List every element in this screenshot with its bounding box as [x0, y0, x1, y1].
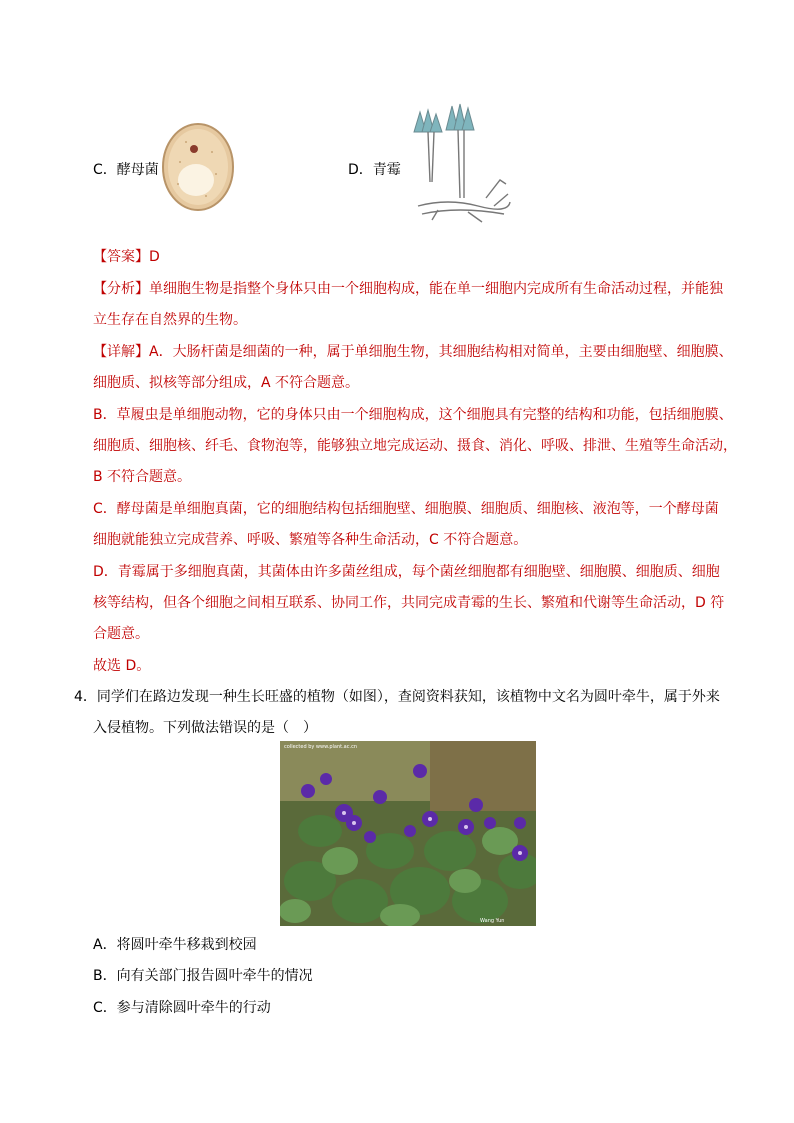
question-4-option-b: B．向有关部门报告圆叶牵牛的情况 [93, 968, 313, 984]
analysis-line-2: 立生存在自然界的生物。 [93, 312, 247, 328]
yeast-cell-illustration [160, 122, 236, 212]
morning-glory-photo [280, 741, 536, 926]
detail-line-b2: 细胞质、细胞核、纤毛、食物泡等，能够独立地完成运动、摄食、消化、呼吸、排泄、生殖等生命活动， [93, 438, 737, 454]
option-c-label: C．酵母菌 [93, 162, 159, 178]
question-4-option-c: C．参与清除圆叶牵牛的行动 [93, 1000, 271, 1016]
question-4-stem-line-2: 入侵植物。下列做法错误的是（ ） [93, 720, 317, 736]
detail-a-text-1: A．大肠杆菌是细菌的一种，属于单细胞生物，其细胞结构相对简单，主要由细胞壁、细胞膜、 [149, 344, 733, 360]
detail-line-a1 [93, 342, 733, 362]
photo-credit: Wang Yun [480, 918, 505, 924]
detail-conclusion: 故选 D。 [93, 658, 151, 674]
answer-value: D [149, 249, 160, 265]
answer-tag: 【答案】 [93, 249, 149, 265]
detail-line-b3: B 不符合题意。 [93, 469, 192, 485]
analysis-text-1: 单细胞生物是指整个身体只由一个细胞构成，能在单一细胞内完成所有生命活动过程，并能独 [149, 281, 723, 297]
detail-line-d1: D．青霉属于多细胞真菌，其菌体由许多菌丝组成，每个菌丝细胞都有细胞壁、细胞膜、细胞质、细胞 [93, 564, 720, 580]
detail-tag: 【详解】 [93, 344, 149, 360]
detail-line-d3: 合题意。 [93, 626, 149, 642]
analysis-line-1 [93, 279, 723, 299]
detail-line-a2: 细胞质、拟核等部分组成，A 不符合题意。 [93, 375, 360, 391]
question-4-stem-line-1: 4．同学们在路边发现一种生长旺盛的植物（如图），查阅资料获知，该植物中文名为圆叶牵牛，属于外来 [74, 689, 720, 705]
penicillium-illustration [408, 102, 512, 226]
answer-line [93, 247, 160, 267]
detail-line-c1: C．酵母菌是单细胞真菌，它的细胞结构包括细胞壁、细胞膜、细胞质、细胞核、液泡等，一个酵母菌 [93, 501, 719, 517]
option-d-label: D．青霉 [348, 162, 401, 178]
question-4-option-a: A．将圆叶牵牛移栽到校园 [93, 937, 257, 953]
photo-source-caption: collected by www.plant.ac.cn [284, 744, 357, 750]
analysis-tag: 【分析】 [93, 281, 149, 297]
detail-line-d2: 核等结构，但各个细胞之间相互联系、协同工作，共同完成青霉的生长、繁殖和代谢等生命活动，D 符 [93, 595, 725, 611]
detail-line-b1: B．草履虫是单细胞动物，它的身体只由一个细胞构成，这个细胞具有完整的结构和功能，包括细胞膜、 [93, 407, 733, 423]
detail-line-c2: 细胞就能独立完成营养、呼吸、繁殖等各种生命活动，C 不符合题意。 [93, 532, 528, 548]
